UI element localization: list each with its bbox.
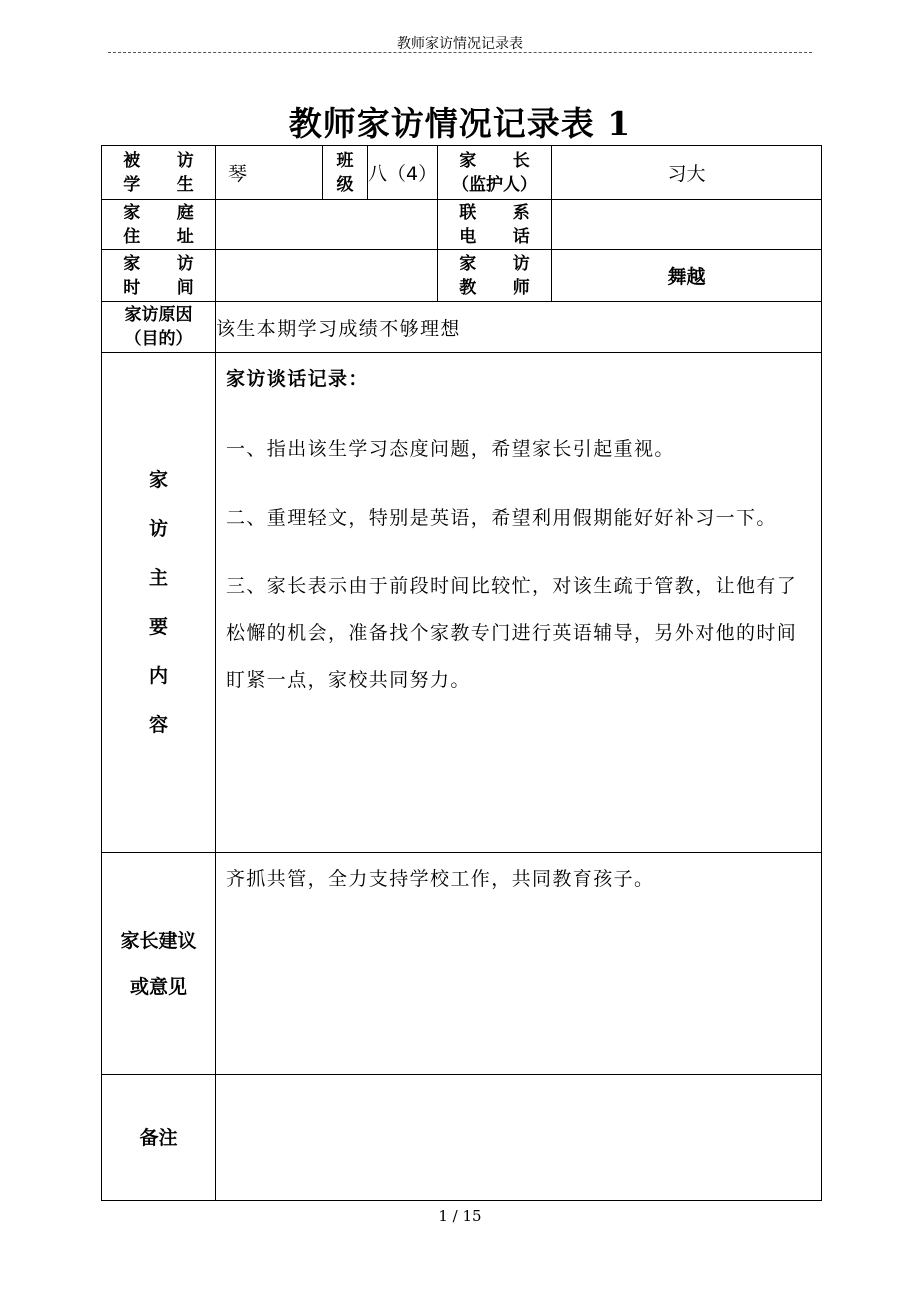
- running-header: 教师家访情况记录表: [397, 36, 523, 52]
- row-reason: [102, 302, 822, 353]
- main-content-label: 家 访 主 要 内 容: [102, 353, 216, 853]
- reason-label: 家访原因 （目的）: [102, 302, 216, 353]
- home-visit-form: [101, 145, 822, 1201]
- guardian-label: 家 长 （监护人）: [438, 146, 552, 200]
- student-value[interactable]: 琴: [216, 146, 323, 200]
- student-label: 被 访 学 生: [102, 146, 216, 200]
- page-number: 1 / 15: [438, 1207, 482, 1225]
- main-content-body[interactable]: [216, 353, 822, 853]
- row-parent-suggestion: [102, 853, 822, 1075]
- row-student: [102, 146, 822, 200]
- visit-time-label: 家 访 时 间: [102, 250, 216, 302]
- class-label: 班 级: [323, 146, 368, 200]
- row-main-content: [102, 353, 822, 853]
- reason-value[interactable]: 该生本期学习成绩不够理想: [216, 302, 822, 353]
- parent-suggestion-value[interactable]: [216, 853, 822, 1075]
- remarks-label: 备注: [102, 1075, 216, 1201]
- visit-time-value[interactable]: [216, 250, 438, 302]
- row-address: [102, 200, 822, 250]
- guardian-value[interactable]: 习大: [552, 146, 822, 200]
- row-remarks: [102, 1075, 822, 1201]
- row-visit-time: [102, 250, 822, 302]
- conversation-item-1: 一、指出该生学习态度问题，希望家长引起重视。: [226, 438, 675, 460]
- phone-label: 联 系 电 话: [438, 200, 552, 250]
- remarks-value[interactable]: [216, 1075, 822, 1201]
- parent-suggestion-label: 家长建议 或意见: [102, 853, 216, 1075]
- conversation-heading: 家访谈话记录：: [226, 368, 369, 390]
- visiting-teacher-value[interactable]: 舞越: [552, 250, 822, 302]
- header-divider: [108, 52, 812, 53]
- page-title: 教师家访情况记录表 1: [288, 104, 632, 143]
- class-value[interactable]: 八（4）: [368, 146, 438, 200]
- visiting-teacher-label: 家 访 教 师: [438, 250, 552, 302]
- phone-value[interactable]: [552, 200, 822, 250]
- address-label: 家 庭 住 址: [102, 200, 216, 250]
- conversation-item-2: 二、重理轻文，特别是英语，希望利用假期能好好补习一下。: [226, 507, 777, 529]
- conversation-item-3: 三、家长表示由于前段时间比较忙，对该生疏于管教，让他有了松懈的机会，准备找个家教专门进行英语辅导，另外对他的时间盯紧一点，家校共同努力。: [226, 575, 798, 691]
- parent-suggestion-text: 齐抓共管，全力支持学校工作，共同教育孩子。: [226, 868, 655, 890]
- address-value[interactable]: [216, 200, 438, 250]
